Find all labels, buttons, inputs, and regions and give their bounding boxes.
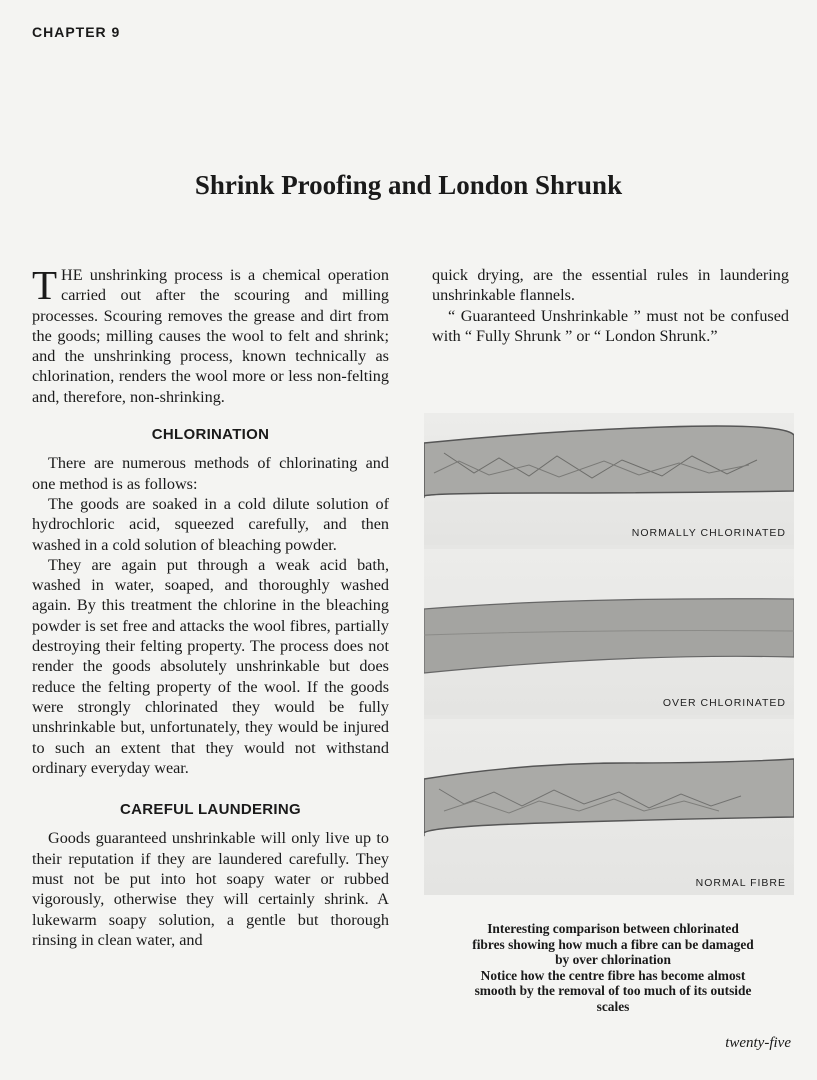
chlorination-paragraph-3: They are again put through a weak acid bath, washed in water, soaped, and thoroughly washed again. By this treatment the chlorine in the bleaching powder is set free and attacks the wool fibres, partially destroying their felting property. The process does not render the goods absolutely unshrinkable but does reduce the felting property of the wool. If the goods were strongly chlorinated they would be fully unshrinkable but, unfortunately, they would be injured to such an extent that they would not withstand ordinary everyday wear. — [32, 555, 389, 777]
fibre-image-over-chlorinated — [424, 549, 794, 715]
label-normally-chlorinated: NORMALLY CHLORINATED — [631, 527, 786, 539]
heading-careful-laundering: CAREFUL LAUNDERING — [120, 801, 301, 819]
left-column — [32, 262, 389, 950]
intro-text: HE unshrinking process is a chemical operation carried out after the scouring and milling processes. Scouring removes the grease and dirt from the goods; milling causes the wool to felt and shrink; and the unshrinking process, known technically as chlorination, renders the wool more or less non-felting and, therefore, non-shrinking. — [32, 266, 389, 406]
right-column — [432, 265, 789, 346]
fibre-panel-normally-chlorinated — [424, 413, 794, 545]
caption-line: fibres showing how much a fibre can be damaged — [472, 936, 754, 952]
intro-paragraph — [32, 262, 389, 407]
drop-cap: T — [32, 262, 58, 308]
page-number: twenty-five — [725, 1035, 791, 1051]
fibre-panel-normal-fibre — [424, 719, 794, 895]
caption-line: scales — [596, 998, 630, 1014]
page-title: Shrink Proofing and London Shrunk — [194, 170, 623, 200]
caption-line: Notice how the centre fibre has become almost — [480, 967, 746, 983]
fibre-panel-over-chlorinated — [424, 549, 794, 715]
chlorination-paragraph-1: There are numerous methods of chlorinating and one method is as follows: — [32, 454, 389, 493]
laundering-paragraph: Goods guaranteed unshrinkable will only live up to their reputation if they are laundered carefully. They must not be put into hot soapy water or rubbed vigorously, otherwise they will certainly shrink. A lukewarm soapy solution, a gentle but thorough rinsing in clean water, and — [32, 829, 389, 949]
label-over-chlorinated: OVER CHLORINATED — [662, 697, 786, 709]
chapter-label: CHAPTER 9 — [32, 24, 121, 40]
heading-chlorination: CHLORINATION — [151, 426, 270, 444]
figure-caption — [428, 921, 798, 1015]
caption-line: Interesting comparison between chlorinated — [487, 921, 739, 936]
guarantee-paragraph: “ Guaranteed Unshrinkable ” must not be confused with “ Fully Shrunk ” or “ London Shrunk.” — [432, 306, 789, 345]
fibre-image-normally-chlorinated — [424, 413, 794, 545]
caption-line: by over chlorination — [555, 952, 671, 968]
caption-line: smooth by the removal of too much of its outside — [474, 983, 752, 999]
continued-paragraph: quick drying, are the essential rules in laundering unshrinkable flannels. — [432, 266, 789, 305]
chlorination-paragraph-2: The goods are soaked in a cold dilute solution of hydrochloric acid, squeezed carefully, and then washed in a cold solution of bleaching powder. — [32, 494, 389, 554]
fibre-photograph — [424, 413, 794, 895]
fibre-image-normal-fibre — [424, 719, 794, 895]
label-normal-fibre: NORMAL FIBRE — [695, 877, 786, 889]
